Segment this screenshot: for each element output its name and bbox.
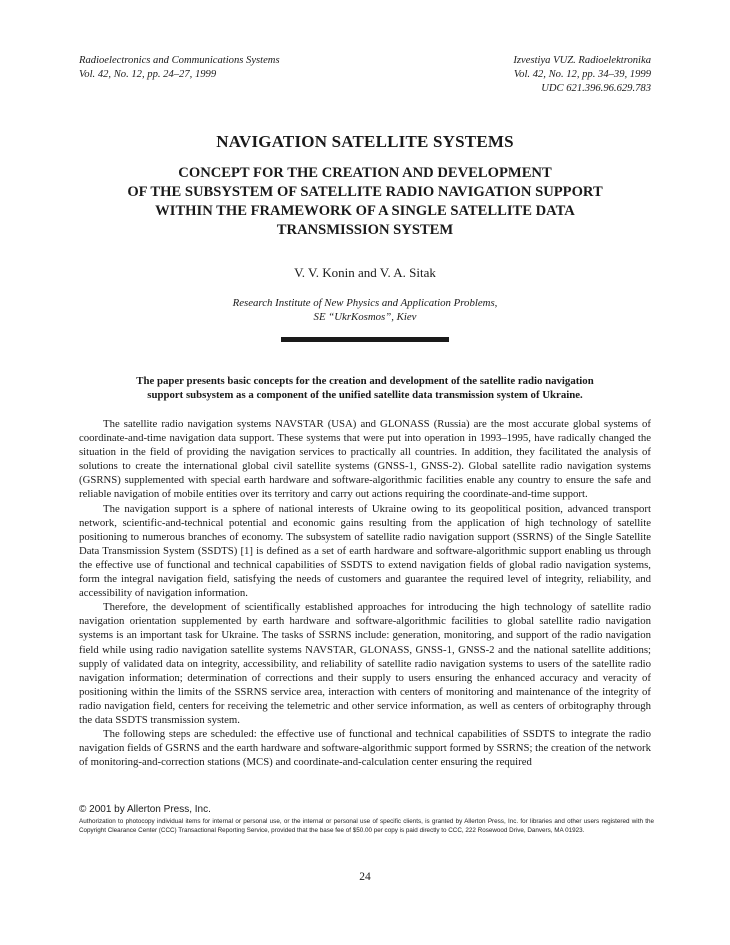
title-line: WITHIN THE FRAMEWORK OF A SINGLE SATELLITE DATA	[155, 203, 575, 219]
body-paragraph: The satellite radio navigation systems NAVSTAR (USA) and GLONASS (Russia) are the most accurate global systems of coordinate-and-time navigation data support. These systems that were put into operation in 1993–1995, have radically changed the situation in the field of providing the navigation services to practically all countries. In addition, they facilitated the analysis of solutions to create the international global civil satellite systems (GNSS-1, GNSS-2). Global satellite radio navigation systems (GSRNS) supplemented with special earth hardware and software-algorithmic facilities enable any country to ensure the safe and reliable navigation of mobile entities over its territory and carry out actions requiring the coordinate-and-time support.	[79, 418, 651, 501]
title-line: OF THE SUBSYSTEM OF SATELLITE RADIO NAVIGATION SUPPORT	[127, 184, 603, 200]
running-header-left	[79, 54, 280, 82]
affiliation-institute: Research Institute of New Physics and Application Problems,	[232, 297, 498, 309]
authors: V. V. Konin and V. A. Sitak	[294, 265, 436, 280]
affiliation-organization: SE “UkrKosmos”, Kiev	[313, 311, 417, 323]
affiliation	[0, 296, 730, 324]
page-number: 24	[359, 871, 371, 883]
paper-title	[60, 164, 670, 240]
photocopy-authorization: Authorization to photocopy individual items for internal or personal use, or the internal or personal use of specific clients, is granted by Allerton Press, Inc. for libraries and other users registered with the Copyright Clearance Center (CCC) Transactional Reporting Service, provided that the base fee of $50.00 per copy is paid directly to CCC, 222 Rosewood Drive, Danvers, MA 01923.	[79, 818, 654, 834]
section-title: NAVIGATION SATELLITE SYSTEMS	[216, 132, 514, 151]
journal-name-russian: Izvestiya VUZ. Radioelektronika	[513, 55, 651, 66]
abstract: The paper presents basic concepts for the creation and development of the satellite radio navigation support subsystem as a component of the unified satellite data transmission system of Ukraine.	[136, 375, 594, 401]
body-paragraph: The following steps are scheduled: the effective use of functional and technical capabilities of SSDTS to integrate the radio navigation fields of GSRNS and the earth hardware and software-algorithmic support formed by SSRNS; the creation of the network of monitoring-and-correction stations (MCS) and coordinate-and-calculation center ensuring the required	[79, 728, 652, 769]
running-header-right	[513, 54, 651, 96]
title-line: CONCEPT FOR THE CREATION AND DEVELOPMENT	[178, 165, 552, 181]
copyright-notice: © 2001 by Allerton Press, Inc.	[79, 804, 211, 815]
body-paragraph: Therefore, the development of scientifically established approaches for introducing the high technology of satellite radio navigation orientation supplemented by earth hardware and software-algorithmic facilities to global satellite radio navigation systems is an important task for Ukraine. The tasks of SSRNS include: generation, monitoring, and support of the radio navigation field while using radio navigation satellite systems NAVSTAR, GLONASS, GNSS-1, GNSS-2 and the national satellite additions; supply of validated data on integrity, accessibility, and reliability of satellite radio navigation systems to users of the satellite radio navigation information; determination of corrections and their supply to users ensuring the enhanced accuracy and veracity of positioning within the limits of the SSRNS service area, interaction with centers of monitoring and maintenance of the integrity of radio navigation field, centers for receiving the telemetric and other service information, as well as centers of orbitography through the data SSDTS transmission system.	[79, 601, 651, 726]
volume-info-russian: Vol. 42, No. 12, pp. 34–39, 1999	[513, 69, 651, 80]
title-line: TRANSMISSION SYSTEM	[276, 222, 454, 238]
title-divider	[281, 337, 449, 342]
article-body	[79, 417, 651, 769]
body-paragraph: The navigation support is a sphere of national interests of Ukraine owing to its geopolitical position, advanced transport network, scientific-and-technical potential and economic gains resulting from the application of high technology of satellite positioning to numerous branches of economy. The subsystem of satellite radio navigation support (SSRNS) of the Single Satellite Data Transmission System (SSDTS) [1] is defined as a set of earth hardware and software-algorithmic support enabling us through the effective use of functional and technical capabilities of SSDTS to extend navigation fields of global radio navigation systems, form the integral navigation field, satisfying the needs of customers and guarantee the required level of integrity, reliability, and accessibility of navigation information.	[79, 502, 651, 600]
udc-code: UDC 621.396.96.629.783	[541, 83, 651, 94]
volume-info-english: Vol. 42, No. 12, pp. 24–27, 1999	[79, 69, 217, 80]
journal-name-english: Radioelectronics and Communications Systems	[79, 55, 280, 66]
